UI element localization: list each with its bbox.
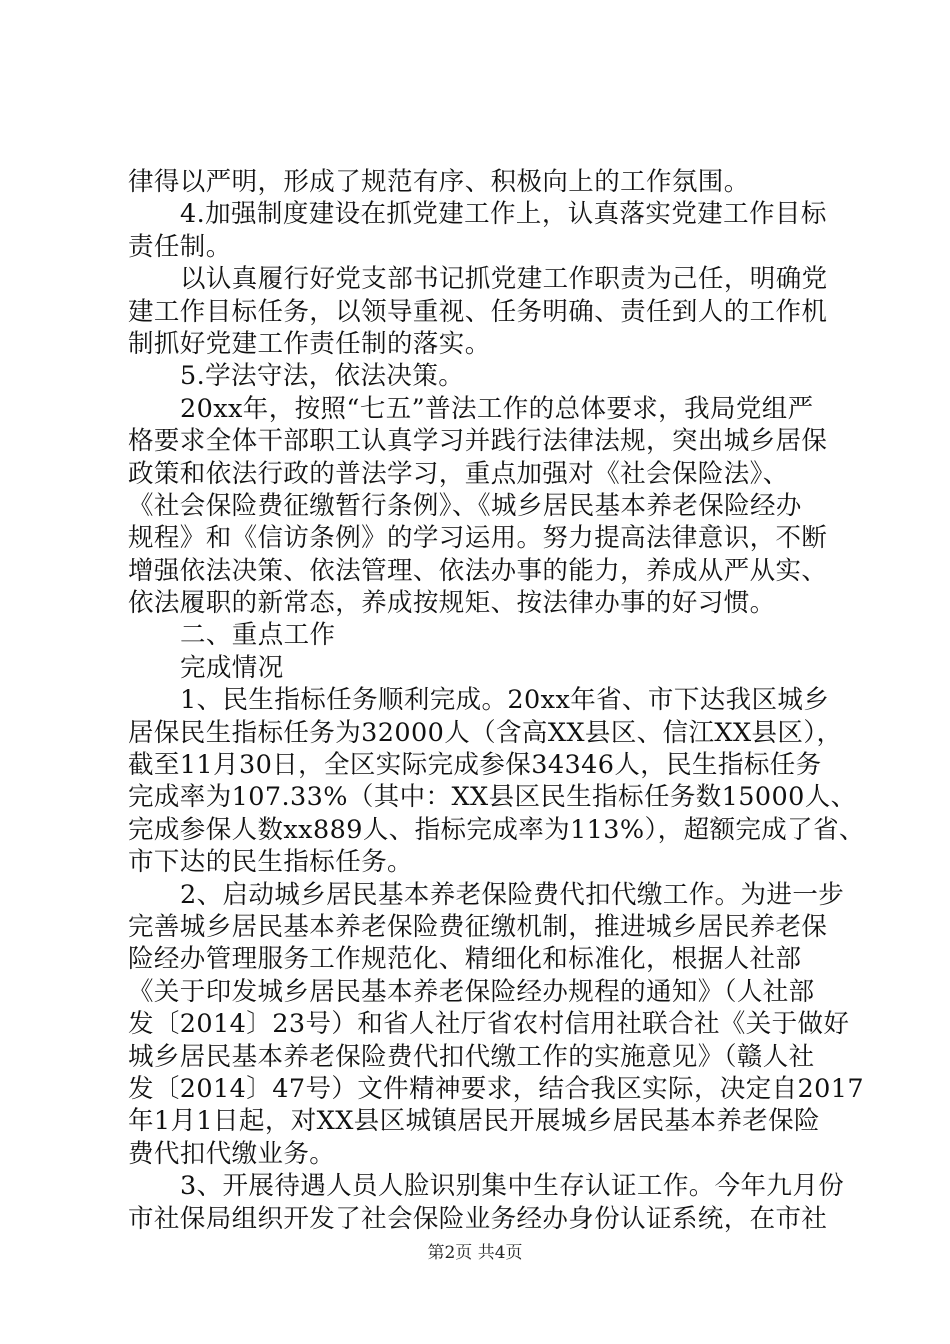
document-body (128, 166, 865, 1235)
text-line: 二、重点工作 (180, 620, 336, 651)
text-line: 1、民生指标任务顺利完成。20xx年省、市下达我区城乡 (180, 685, 830, 716)
text-line: 发〔2014〕23号）和省人社厅省农村信用社联合社《关于做好 (128, 1009, 850, 1040)
text-line: 发〔2014〕47号）文件精神要求，结合我区实际，决定自2017 (128, 1073, 865, 1104)
text-line: 市下达的民生指标任务。 (128, 847, 413, 878)
text-line: 律得以严明，形成了规范有序、积极向上的工作氛围。 (128, 167, 750, 197)
text-line: 险经办管理服务工作规范化、精细化和标准化，根据人社部 (128, 944, 802, 975)
text-line: 完成率为107.33%（其中：XX县区民生指标任务数15000人、 (128, 782, 857, 813)
text-line: 2、启动城乡居民基本养老保险费代扣代缴工作。为进一步 (180, 879, 845, 910)
text-line: 政策和依法行政的普法学习，重点加强对《社会保险法》、 (128, 458, 789, 489)
text-line: 责任制。 (128, 231, 232, 262)
text-line: 市社保局组织开发了社会保险业务经办身份认证系统，在市社 (128, 1203, 828, 1234)
text-line: 截至11月30日，全区实际完成参保34346人，民生指标任务 (128, 750, 822, 781)
text-line: 制抓好党建工作责任制的落实。 (128, 328, 491, 359)
text-line: 年1月1日起，对XX县区城镇居民开展城乡居民基本养老保险 (128, 1106, 820, 1137)
text-line: 《社会保险费征缴暂行条例》、《城乡居民基本养老保险经办 (128, 490, 802, 521)
text-line: 居保民生指标任务为32000人（含高XX县区、信江XX县区）， (128, 717, 843, 748)
text-line: 20xx年，按照“七五”普法工作的总体要求，我局党组严 (180, 393, 814, 424)
text-line: 城乡居民基本养老保险费代扣代缴工作的实施意见》（赣人社 (128, 1041, 815, 1072)
text-line: 增强依法决策、依法管理、依法办事的能力，养成从严从实、 (128, 555, 828, 586)
text-line: 《关于印发城乡居民基本养老保险经办规程的通知》（人社部 (128, 976, 815, 1007)
text-line: 以认真履行好党支部书记抓党建工作职责为己任，明确党 (180, 264, 828, 295)
text-line: 建工作目标任务，以领导重视、任务明确、责任到人的工作机 (128, 296, 828, 327)
text-line: 4.加强制度建设在抓党建工作上，认真落实党建工作目标 (180, 199, 827, 230)
text-line: 3、开展待遇人员人脸识别集中生存认证工作。今年九月份 (180, 1171, 845, 1202)
text-line: 依法履职的新常态，养成按规矩、按法律办事的好习惯。 (128, 588, 776, 619)
text-line: 规程》和《信访条例》的学习运用。努力提高法律意识，不断 (128, 523, 828, 554)
text-line: 完成情况 (180, 652, 284, 683)
text-line: 费代扣代缴业务。 (128, 1138, 336, 1169)
text-line: 完成参保人数xx889人、指标完成率为113%），超额完成了省、 (128, 814, 865, 845)
text-line: 格要求全体干部职工认真学习并践行法律法规，突出城乡居保 (128, 426, 828, 457)
page-footer: 第2页 共4页 (427, 1243, 523, 1263)
text-line: 5.学法守法，依法决策。 (180, 361, 465, 392)
text-line: 完善城乡居民基本养老保险费征缴机制，推进城乡居民养老保 (128, 911, 828, 942)
